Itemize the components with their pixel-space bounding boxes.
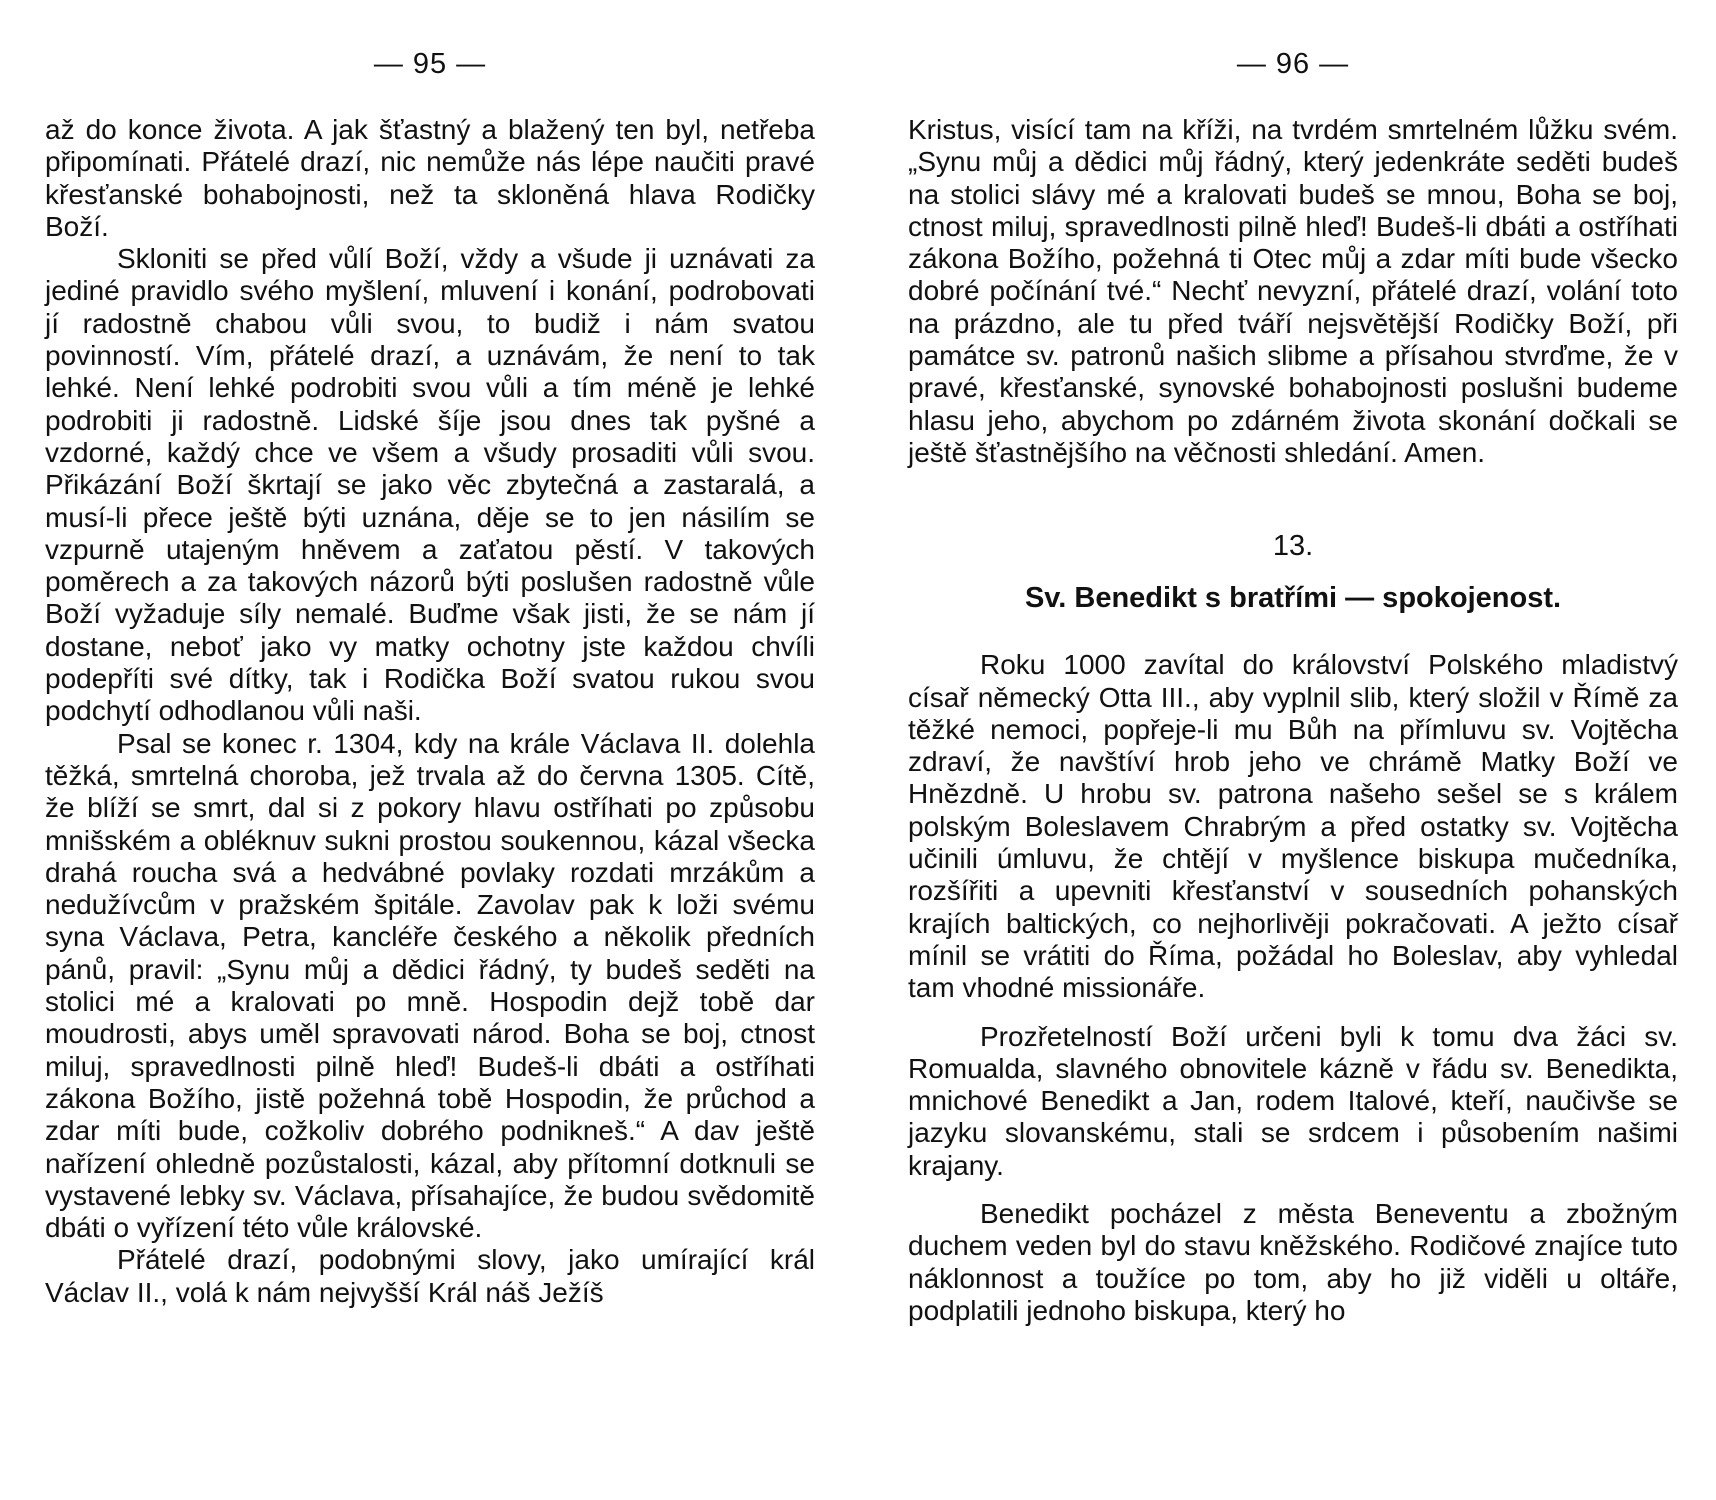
page-body — [908, 114, 1678, 469]
paragraph: Psal se konec r. 1304, kdy na krále Václava II. dolehla těžká, smrtelná choroba, jež trvala až do června 1305. Cítě, že blíží se smrt, dal si z pokory hlavu ostříhati po způsobu mnišském a obléknuv sukni prostou soukennou, kázal všecka drahá roucha svá a hedvábné povlaky rozdati mrzákům a nedužívcům v pražském špitále. Zavolav pak k loži svému syna Václava, Petra, kancléře českého a několik předních pánů, pravil: „Synu můj a dědici řádný, ty budeš seděti na stolici mé a kralovati po mně. Hospodin dejž tobě dar moudrosti, abys uměl spravovati národ. Boha se boj, ctnost miluj, spravedlnosti pilně hleď! Budeš-li dbáti a ostříhati zákona Božího, jistě požehná tobě Hospodin, že průchod a zdar míti bude, cožkoliv dobrého podnikneš.“ A dav ještě nařízení ohledně pozůstalosti, kázal, aby přítomní dotknuli se vystavené lebky sv. Václava, přísahajíce, že budou svědomitě dbáti o vyřízení této vůle královské. — [45, 727, 815, 1244]
chapter-body — [908, 649, 1678, 1327]
paragraph: Benedikt pocházel z města Beneventu a zbožným duchem veden byl do stavu kněžského. Rodičové znajíce tuto náklonnost a toužíce po tom, aby ho již viděli u oltáře, podplatili jednoho biskupa, který ho — [908, 1198, 1678, 1326]
paragraph: Přátelé drazí, podobnými slovy, jako umírající král Václav II., volá k nám nejvyšší Král náš Ježíš — [45, 1244, 815, 1308]
paragraph: Skloniti se před vůlí Boží, vždy a všude ji uznávati za jediné pravidlo svého myšlení, mluvení i konání, podrobovati jí radostně chabou vůli svou, to budiž i nám svatou povinností. Vím, přátelé drazí, a uznávám, že není to tak lehké. Není lehké podrobiti svou vůli a tím méně je lehké podrobiti ji radostně. Lidské šíje jsou dnes tak pyšné a vzdorné, každý chce ve všem a všudy prosaditi vůli svou. Přikázání Boží škrtají se jako věc zbytečná a zastaralá, a musí-li přece ještě býti uznána, děje se to jen násilím se vzpurně utajeným hněvem a zaťatou pěstí. V takových poměrech a za takových názorů býti poslušen radostně vůle Boží vyžaduje síly nemalé. Buďme však jisti, že se nám jí dostane, neboť jako vy matky ochotny jste každou chvíli podepříti své dítky, tak i Rodička Boží svatou rukou svou podchytí odhodlanou vůli naši. — [45, 243, 815, 727]
paragraph: Roku 1000 zavítal do království Polského mladistvý císař německý Otta III., aby vyplnil slib, který složil v Římě za těžké nemoci, popřeje-li mu Bůh na přímluvu sv. Vojtěcha zdraví, že navštíví hrob jeho ve chrámě Matky Boží ve Hnězdně. U hrobu sv. patrona našeho sešel se s králem polským Boleslavem Chrabrým a před ostatky sv. Vojtěcha učinili úmluvu, že chtějí v myšlence biskupa mučedníka, rozšířiti a upevniti křesťanství v sousedních pohanských krajích baltických, co nejhorlivěji pokračovati. A ježto císař mínil se vrátiti do Říma, požádal ho Boleslav, aby vyhledal tam vhodné missionáře. — [908, 649, 1678, 1004]
chapter-title: Sv. Benedikt s bratřími — spokojenost. — [1024, 582, 1562, 615]
right-page — [908, 44, 1678, 1327]
page-number: — 95 — — [373, 48, 487, 80]
paragraph: až do konce života. A jak šťastný a blažený ten byl, netřeba připomínati. Přátelé drazí, nic nemůže nás lépe naučiti pravé křesťanské bohabojnosti, než ta skloněná hlava Rodičky Boží. — [45, 114, 815, 242]
paragraph: Kristus, visící tam na kříži, na tvrdém smrtelném lůžku svém. „Synu můj a dědici můj řádný, který jedenkráte seděti budeš na stolici slávy mé a kralovati budeš se mnou, Boha se boj, ctnost miluj, spravedlnosti pilně hleď! Budeš-li dbáti a ostříhati zákona Božího, požehná ti Otec můj a zdar míti bude všecko dobré počínání tvé.“ Nechť nevyzní, přátelé drazí, volání toto na prázdno, ale tu před tváří nejsvětější Rodičky Boží, při památce sv. patronů našich slibme a přísahou stvrďme, že v pravé, křesťanské, synovské bohabojnosti poslušni budeme hlasu jeho, abychom po zdárném života skonání dočkali se ještě šťastnějšího na věčnosti shledání. Amen. — [908, 114, 1678, 468]
chapter-number: 13. — [1272, 530, 1314, 563]
left-page — [45, 44, 815, 1309]
page-number: — 96 — — [1236, 48, 1350, 80]
paragraph: Prozřetelností Boží určeni byli k tomu dva žáci sv. Romualda, slavného obnovitele kázně v řádu sv. Benedikta, mnichové Benedikt a Jan, rodem Italové, kteří, naučivše se jazyku slovanskému, stali se srdcem i působením našimi krajany. — [908, 1020, 1678, 1181]
page-body — [45, 114, 815, 1309]
